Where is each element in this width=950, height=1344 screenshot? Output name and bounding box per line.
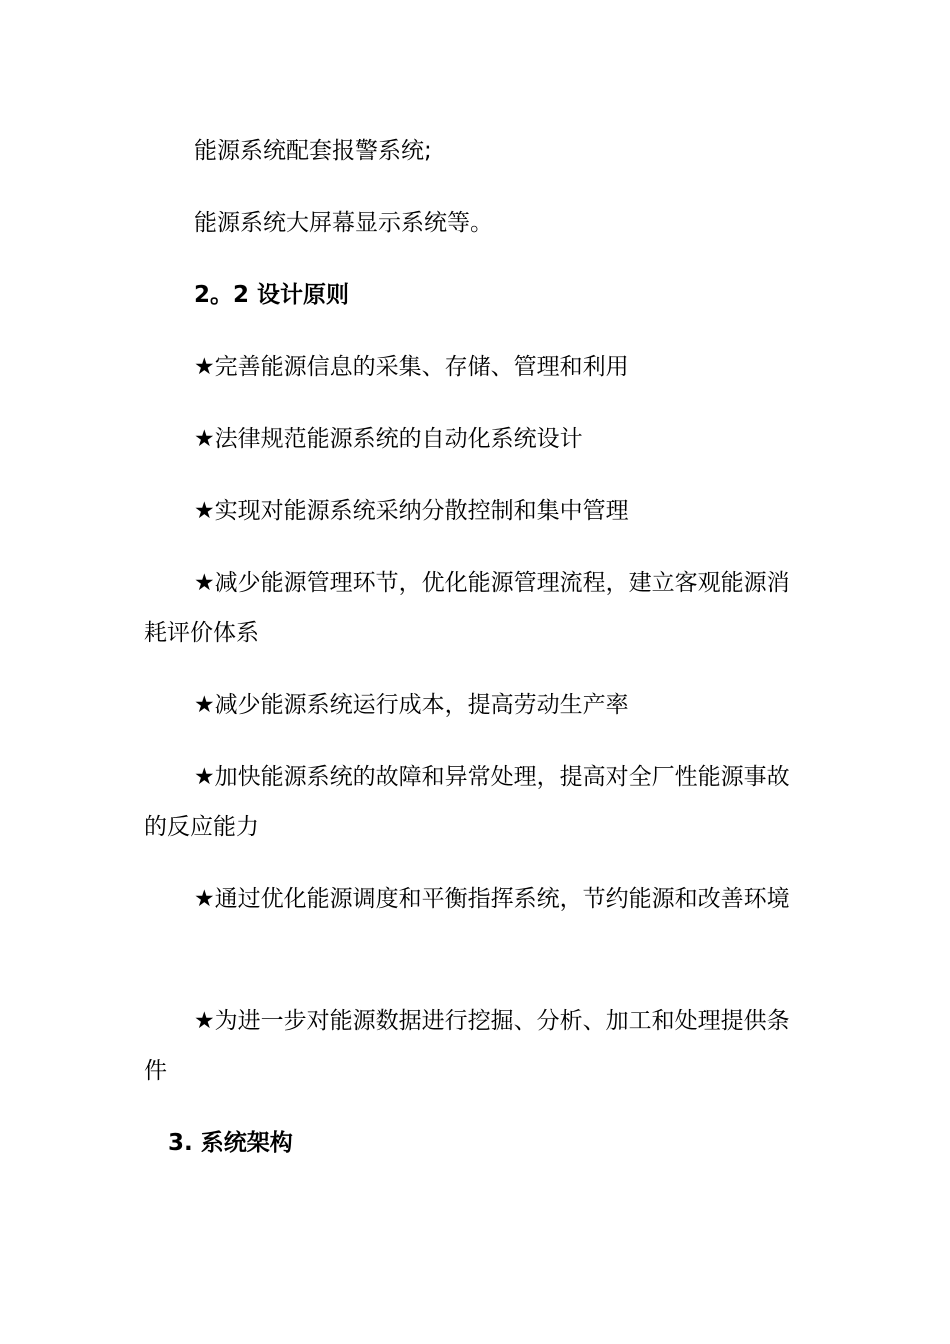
paragraph-alarm-system: 能源系统配套报警系统; [194,138,432,164]
principle-item: ★为进一步对能源数据进行挖掘、分析、加工和处理提供条件 [144,1008,790,1084]
principle-item: ★减少能源系统运行成本，提高劳动生产率 [194,692,629,718]
section-heading-design-principles: 2。2 设计原则 [194,282,350,308]
section-heading-system-architecture: 3. 系统架构 [168,1130,293,1156]
principle-item: ★通过优化能源调度和平衡指挥系统，节约能源和改善环境 [194,886,790,912]
principle-item: ★加快能源系统的故障和异常处理，提高对全厂性能源事故的反应能力 [144,764,790,840]
principle-item: ★法律规范能源系统的自动化系统设计 [194,426,583,452]
principle-item: ★完善能源信息的采集、存储、管理和利用 [194,354,629,380]
principle-item: ★实现对能源系统采纳分散控制和集中管理 [194,498,629,524]
paragraph-display-system: 能源系统大屏幕显示系统等。 [194,210,493,236]
principle-item: ★减少能源管理环节，优化能源管理流程，建立客观能源消耗评价体系 [144,570,790,646]
